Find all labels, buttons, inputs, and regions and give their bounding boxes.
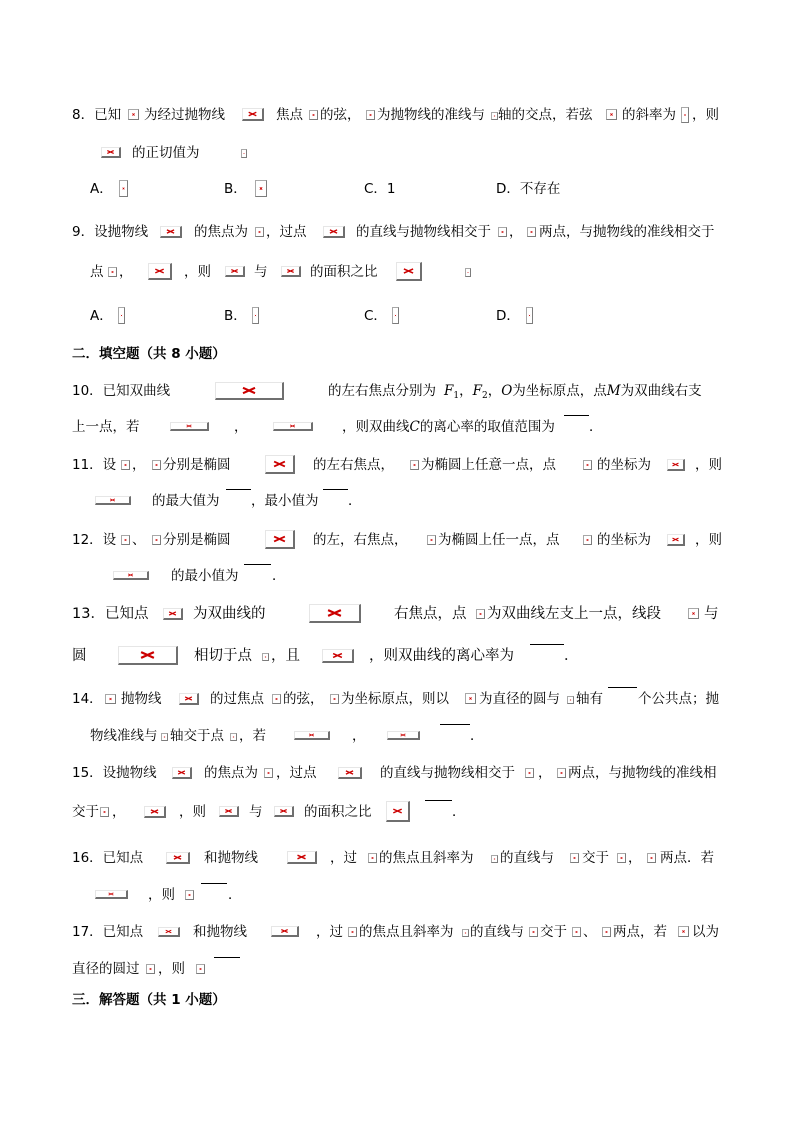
q13-number: 13．已知点 (72, 606, 149, 622)
math-image-placeholder-icon (148, 263, 172, 280)
q17-number: 17．已知点 (72, 924, 144, 940)
answer-blank[interactable] (530, 644, 564, 645)
answer-blank[interactable] (323, 489, 348, 490)
math-image-placeholder-icon (196, 964, 205, 974)
math-image-placeholder-icon (105, 694, 116, 704)
math-image-placeholder-icon (215, 382, 284, 400)
math-image-placeholder-icon (185, 890, 194, 900)
answer-blank[interactable] (214, 957, 240, 958)
math-image-placeholder-icon (121, 460, 130, 470)
option-c: C． (364, 308, 387, 324)
math-image-placeholder-icon (572, 927, 581, 937)
math-image-placeholder-icon (252, 307, 259, 324)
option-b: B． (224, 308, 247, 324)
math-image-placeholder-icon (387, 731, 420, 740)
math-image-placeholder-icon (392, 307, 399, 324)
math-image-placeholder-icon (172, 767, 192, 779)
answer-blank[interactable] (608, 687, 637, 688)
math-image-placeholder-icon (121, 535, 130, 545)
q8-number: 8．已知 (72, 107, 122, 123)
math-image-placeholder-icon (265, 530, 295, 549)
math-image-placeholder-icon (119, 180, 128, 197)
math-image-placeholder-icon (95, 890, 128, 899)
math-image-placeholder-icon (144, 806, 166, 818)
math-image-placeholder-icon (152, 460, 161, 470)
math-image-placeholder-icon (170, 422, 209, 431)
math-image-placeholder-icon (272, 694, 281, 704)
math-image-placeholder-icon (309, 604, 361, 623)
option-b: B． (224, 181, 247, 197)
math-image-placeholder-icon (525, 768, 534, 778)
math-image-placeholder-icon (678, 926, 689, 937)
math-image-placeholder-icon (262, 653, 269, 661)
math-image-placeholder-icon (179, 693, 199, 705)
answer-blank[interactable] (425, 800, 452, 801)
math-image-placeholder-icon (287, 851, 317, 864)
math-image-placeholder-icon (166, 852, 190, 864)
math-image-placeholder-icon (322, 649, 354, 663)
math-image-placeholder-icon (101, 147, 121, 158)
math-image-placeholder-icon (606, 109, 617, 120)
math-image-placeholder-icon (273, 422, 313, 431)
math-image-placeholder-icon (529, 927, 538, 937)
math-image-placeholder-icon (330, 694, 339, 704)
math-image-placeholder-icon (567, 696, 574, 704)
math-image-placeholder-icon (95, 496, 131, 505)
math-image-placeholder-icon (163, 608, 183, 620)
math-image-placeholder-icon (462, 929, 469, 937)
math-image-placeholder-icon (274, 806, 294, 817)
math-image-placeholder-icon (128, 109, 139, 120)
math-image-placeholder-icon (491, 112, 498, 120)
q10-number: 10．已知双曲线 (72, 383, 171, 399)
math-image-placeholder-icon (667, 534, 685, 546)
math-image-placeholder-icon (108, 267, 117, 277)
math-image-placeholder-icon (255, 227, 264, 237)
option-d: D． (496, 308, 520, 324)
math-image-placeholder-icon (265, 455, 295, 474)
answer-blank[interactable] (226, 489, 251, 490)
math-image-placeholder-icon (366, 110, 375, 120)
math-image-placeholder-icon (241, 149, 247, 158)
math-image-placeholder-icon (465, 693, 476, 704)
math-image-placeholder-icon (294, 731, 330, 740)
math-image-placeholder-icon (146, 964, 155, 974)
math-image-placeholder-icon (688, 608, 699, 619)
math-image-placeholder-icon (476, 609, 485, 619)
math-image-placeholder-icon (309, 110, 318, 120)
math-image-placeholder-icon (271, 926, 299, 937)
math-image-placeholder-icon (667, 459, 685, 471)
math-image-placeholder-icon (583, 535, 592, 545)
math-image-placeholder-icon (491, 855, 498, 863)
math-image-placeholder-icon (498, 227, 507, 237)
option-a: A． (90, 308, 113, 324)
option-c: C．1 (364, 181, 396, 197)
q9-number: 9．设抛物线 (72, 224, 149, 240)
math-image-placeholder-icon (118, 646, 178, 665)
answer-blank[interactable] (244, 564, 271, 565)
answer-blank[interactable] (201, 883, 227, 884)
option-d: D．不存在 (496, 181, 561, 197)
math-image-placeholder-icon (152, 535, 161, 545)
math-image-placeholder-icon (386, 801, 410, 822)
math-image-placeholder-icon (158, 927, 180, 937)
q15-number: 15．设抛物线 (72, 765, 157, 781)
math-image-placeholder-icon (557, 768, 566, 778)
math-image-placeholder-icon (323, 226, 345, 238)
math-image-placeholder-icon (410, 460, 419, 470)
answer-blank[interactable] (440, 724, 470, 725)
q12-number: 12．设 (72, 532, 117, 548)
math-image-placeholder-icon (617, 853, 626, 863)
math-image-placeholder-icon (242, 108, 264, 121)
math-image-placeholder-icon (118, 307, 125, 324)
math-image-placeholder-icon (113, 571, 149, 580)
q11-number: 11．设 (72, 457, 117, 473)
math-image-placeholder-icon (396, 262, 422, 281)
math-image-placeholder-icon (264, 768, 273, 778)
q16-number: 16．已知点 (72, 850, 144, 866)
math-image-placeholder-icon (602, 927, 611, 937)
math-image-placeholder-icon (255, 180, 267, 197)
math-image-placeholder-icon (526, 307, 533, 324)
math-image-placeholder-icon (219, 806, 239, 817)
math-image-placeholder-icon (583, 460, 592, 470)
q14-number: 14． (72, 691, 103, 707)
option-a: A． (90, 181, 113, 197)
math-image-placeholder-icon (681, 107, 689, 123)
math-image-placeholder-icon (225, 266, 245, 277)
math-image-placeholder-icon (427, 535, 436, 545)
math-image-placeholder-icon (348, 927, 357, 937)
math-image-placeholder-icon (527, 227, 536, 237)
math-image-placeholder-icon (230, 733, 237, 741)
answer-blank[interactable] (564, 415, 589, 416)
math-image-placeholder-icon (465, 268, 471, 277)
math-image-placeholder-icon (368, 853, 377, 863)
math-image-placeholder-icon (160, 226, 182, 238)
math-image-placeholder-icon (570, 853, 579, 863)
math-image-placeholder-icon (338, 767, 362, 779)
math-image-placeholder-icon (161, 733, 168, 741)
math-image-placeholder-icon (100, 807, 109, 817)
math-image-placeholder-icon (647, 853, 656, 863)
math-image-placeholder-icon (281, 266, 301, 277)
